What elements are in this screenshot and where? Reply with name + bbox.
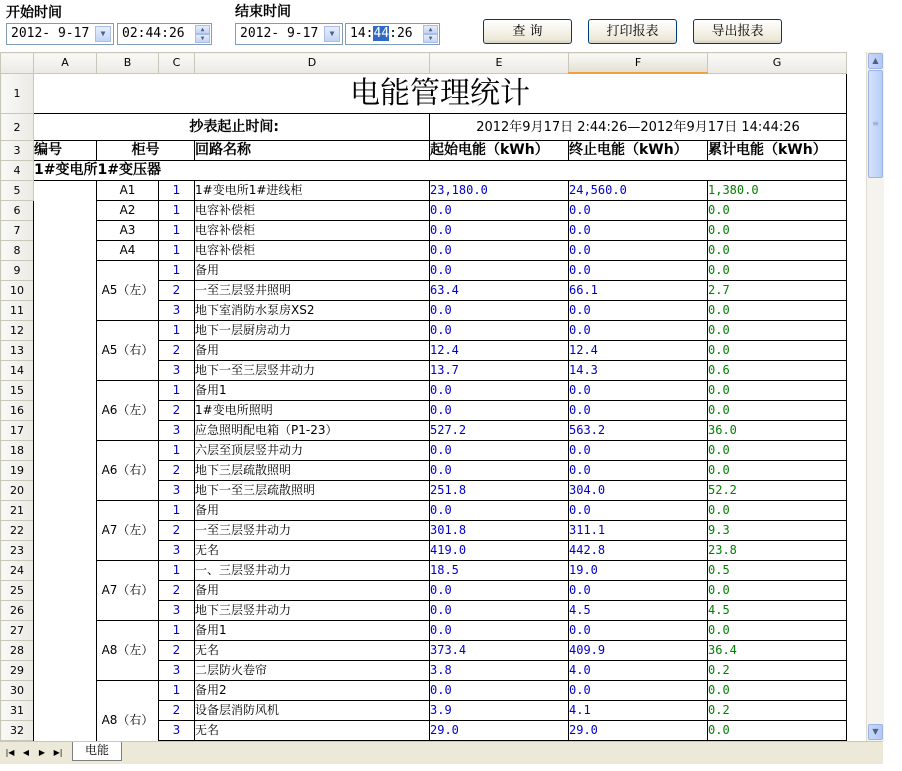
end-energy-cell[interactable]: 0.0 [569, 501, 708, 521]
circuit-name-cell[interactable]: 电容补偿柜 [195, 201, 430, 221]
start-energy-cell[interactable]: 0.0 [430, 301, 569, 321]
first-sheet-icon[interactable]: |◀ [5, 748, 15, 757]
table-row [1, 621, 847, 641]
row-header[interactable]: 15 [1, 381, 34, 401]
start-energy-cell[interactable]: 419.0 [430, 541, 569, 561]
row-header[interactable]: 20 [1, 481, 34, 501]
toolbar [0, 0, 902, 50]
cabinet-cell[interactable]: A6（左） [97, 381, 159, 441]
end-date-value: 2012- 9-17 [240, 26, 319, 41]
end-energy-cell[interactable]: 4.1 [569, 701, 708, 721]
start-energy-cell[interactable]: 0.0 [430, 201, 569, 221]
total-energy-cell[interactable]: 0.0 [708, 301, 847, 321]
total-energy-cell[interactable]: 0.2 [708, 661, 847, 681]
circuit-name-cell[interactable]: 地下室消防水泵房XS2 [195, 301, 430, 321]
circuit-name-cell[interactable]: 电容补偿柜 [195, 241, 430, 261]
total-energy-cell[interactable]: 0.0 [708, 501, 847, 521]
start-energy-cell[interactable]: 301.8 [430, 521, 569, 541]
total-energy-cell[interactable]: 36.4 [708, 641, 847, 661]
row-header[interactable]: 28 [1, 641, 34, 661]
start-energy-cell[interactable]: 0.0 [430, 601, 569, 621]
total-energy-cell[interactable]: 0.0 [708, 721, 847, 741]
end-energy-cell[interactable]: 409.9 [569, 641, 708, 661]
start-energy-cell[interactable]: 0.0 [430, 441, 569, 461]
start-date-picker[interactable] [6, 23, 114, 45]
end-time-minute-selected[interactable]: 44 [373, 26, 390, 41]
total-energy-cell[interactable]: 4.5 [708, 601, 847, 621]
end-energy-cell[interactable]: 0.0 [569, 381, 708, 401]
end-energy-cell[interactable]: 4.5 [569, 601, 708, 621]
end-time-hour: 14: [350, 26, 374, 41]
total-energy-cell[interactable]: 0.0 [708, 221, 847, 241]
circuit-name-cell[interactable]: 备用 [195, 261, 430, 281]
circuit-index-cell[interactable]: 1 [159, 501, 195, 521]
table-row [1, 561, 847, 581]
spreadsheet[interactable] [0, 52, 866, 741]
circuit-name-cell[interactable]: 设备层消防风机 [195, 701, 430, 721]
table-row [1, 501, 847, 521]
total-energy-cell[interactable]: 9.3 [708, 521, 847, 541]
end-energy-cell[interactable]: 0.0 [569, 581, 708, 601]
end-energy-cell[interactable]: 0.0 [569, 261, 708, 281]
prev-sheet-icon[interactable]: ◀ [22, 748, 30, 757]
print-report-button[interactable]: 打印报表 [588, 19, 677, 44]
circuit-index-cell[interactable]: 2 [159, 581, 195, 601]
start-energy-cell[interactable]: 0.0 [430, 581, 569, 601]
end-energy-cell[interactable]: 0.0 [569, 321, 708, 341]
row-header[interactable]: 18 [1, 441, 34, 461]
start-energy-cell[interactable]: 3.9 [430, 701, 569, 721]
row-header[interactable]: 29 [1, 661, 34, 681]
end-energy-cell[interactable]: 0.0 [569, 241, 708, 261]
column-header[interactable]: G [708, 53, 847, 74]
total-energy-cell[interactable]: 0.0 [708, 621, 847, 641]
start-energy-cell[interactable]: 0.0 [430, 461, 569, 481]
end-energy-cell[interactable]: 19.0 [569, 561, 708, 581]
circuit-index-cell[interactable]: 1 [159, 441, 195, 461]
circuit-index-cell[interactable]: 3 [159, 361, 195, 381]
start-energy-cell[interactable]: 0.0 [430, 321, 569, 341]
circuit-name-cell[interactable]: 地下一至三层竖井动力 [195, 361, 430, 381]
total-energy-cell[interactable]: 0.0 [708, 581, 847, 601]
column-header-active[interactable]: F [569, 53, 708, 74]
total-energy-cell[interactable]: 23.8 [708, 541, 847, 561]
circuit-name-cell[interactable]: 一至三层竖井动力 [195, 521, 430, 541]
circuit-index-cell[interactable]: 1 [159, 561, 195, 581]
circuit-name-cell[interactable]: 六层至顶层竖井动力 [195, 441, 430, 461]
scroll-thumb[interactable]: ≡ [868, 70, 883, 178]
total-energy-cell[interactable]: 0.0 [708, 321, 847, 341]
header-circuit-name: 回路名称 [195, 141, 430, 161]
start-energy-cell[interactable]: 373.4 [430, 641, 569, 661]
start-time-stepper[interactable] [117, 23, 212, 45]
vertical-scrollbar[interactable] [866, 52, 884, 741]
row-header[interactable]: 25 [1, 581, 34, 601]
end-energy-cell[interactable]: 29.0 [569, 721, 708, 741]
end-time-label: 结束时间 [235, 4, 291, 20]
table-row [1, 181, 847, 201]
circuit-index-cell[interactable]: 1 [159, 261, 195, 281]
header-cabinet: 柜号 [97, 141, 195, 161]
circuit-name-cell[interactable]: 地下三层疏散照明 [195, 461, 430, 481]
start-energy-cell[interactable]: 0.0 [430, 241, 569, 261]
spin-buttons[interactable] [423, 25, 438, 43]
row-header[interactable]: 13 [1, 341, 34, 361]
end-energy-cell[interactable]: 0.0 [569, 461, 708, 481]
circuit-index-cell[interactable]: 2 [159, 641, 195, 661]
column-header[interactable]: E [430, 53, 569, 74]
circuit-name-cell[interactable]: 备用 [195, 581, 430, 601]
table-row [1, 381, 847, 401]
end-energy-cell[interactable]: 0.0 [569, 681, 708, 701]
circuit-index-cell[interactable]: 3 [159, 541, 195, 561]
total-energy-cell[interactable]: 1,380.0 [708, 181, 847, 201]
end-energy-cell[interactable]: 0.0 [569, 621, 708, 641]
start-energy-cell[interactable]: 0.0 [430, 401, 569, 421]
column-header[interactable]: D [195, 53, 430, 74]
table-row [1, 241, 847, 261]
header-total-energy: 累计电能（kWh） [708, 141, 847, 161]
circuit-index-cell[interactable]: 2 [159, 461, 195, 481]
start-energy-cell[interactable]: 251.8 [430, 481, 569, 501]
start-energy-cell[interactable]: 0.0 [430, 221, 569, 241]
end-energy-cell[interactable]: 304.0 [569, 481, 708, 501]
row-header[interactable]: 32 [1, 721, 34, 741]
row-header[interactable]: 14 [1, 361, 34, 381]
row-header[interactable]: 10 [1, 281, 34, 301]
total-energy-cell[interactable]: 2.7 [708, 281, 847, 301]
cabinet-cell[interactable]: A6（右） [97, 441, 159, 501]
row-header[interactable]: 1 [1, 73, 34, 114]
row-header[interactable]: 21 [1, 501, 34, 521]
circuit-index-cell[interactable]: 1 [159, 681, 195, 701]
data-rows [1, 181, 847, 742]
row-header[interactable]: 6 [1, 201, 34, 221]
header-end-energy: 终止电能（kWh） [569, 141, 708, 161]
start-energy-cell[interactable]: 0.0 [430, 681, 569, 701]
cabinet-cell[interactable]: A8（右） [97, 681, 159, 742]
end-energy-cell[interactable]: 563.2 [569, 421, 708, 441]
start-energy-cell[interactable]: 0.0 [430, 261, 569, 281]
end-date-picker[interactable] [235, 23, 343, 45]
cabinet-cell[interactable]: A7（右） [97, 561, 159, 621]
sheet-tab-bar [0, 741, 883, 764]
start-date-value: 2012- 9-17 [11, 26, 90, 41]
circuit-index-cell[interactable]: 3 [159, 601, 195, 621]
total-energy-cell[interactable]: 0.5 [708, 561, 847, 581]
end-energy-cell[interactable]: 14.3 [569, 361, 708, 381]
start-time-value: 02:44:26 [122, 26, 185, 41]
total-energy-cell[interactable]: 0.0 [708, 241, 847, 261]
circuit-index-cell[interactable]: 1 [159, 241, 195, 261]
period-value: 2012年9月17日 2:44:26—2012年9月17日 14:44:26 [430, 114, 847, 141]
circuit-name-cell[interactable]: 地下三层竖井动力 [195, 601, 430, 621]
column-header[interactable]: B [97, 53, 159, 74]
circuit-index-cell[interactable]: 3 [159, 721, 195, 741]
circuit-name-cell[interactable]: 电容补偿柜 [195, 221, 430, 241]
section-title: 1#变电所1#变压器 [34, 161, 847, 181]
row-header[interactable]: 16 [1, 401, 34, 421]
number-cell-merged[interactable] [34, 181, 97, 742]
end-energy-cell[interactable]: 0.0 [569, 221, 708, 241]
cabinet-cell[interactable]: A5（右） [97, 321, 159, 381]
table-row [1, 321, 847, 341]
circuit-index-cell[interactable]: 2 [159, 701, 195, 721]
circuit-index-cell[interactable]: 3 [159, 481, 195, 501]
row-header[interactable]: 4 [1, 161, 34, 181]
circuit-index-cell[interactable]: 3 [159, 301, 195, 321]
header-start-energy: 起始电能（kWh） [430, 141, 569, 161]
table-row [1, 221, 847, 241]
row-header[interactable]: 19 [1, 461, 34, 481]
circuit-name-cell[interactable]: 地下一层厨房动力 [195, 321, 430, 341]
end-time-stepper[interactable] [345, 23, 440, 45]
period-label: 抄表起止时间: [34, 114, 430, 141]
spin-up-icon[interactable]: ▲ [423, 25, 438, 34]
column-header[interactable]: A [34, 53, 97, 74]
next-sheet-icon[interactable]: ▶ [38, 748, 46, 757]
end-energy-cell[interactable]: 0.0 [569, 401, 708, 421]
start-energy-cell[interactable]: 12.4 [430, 341, 569, 361]
circuit-name-cell[interactable]: 应急照明配电箱（P1-23） [195, 421, 430, 441]
circuit-name-cell[interactable]: 一、三层竖井动力 [195, 561, 430, 581]
row-header[interactable]: 31 [1, 701, 34, 721]
start-energy-cell[interactable]: 0.0 [430, 501, 569, 521]
cabinet-cell[interactable]: A8（左） [97, 621, 159, 681]
total-energy-cell[interactable]: 36.0 [708, 421, 847, 441]
cabinet-cell[interactable]: A2 [97, 201, 159, 221]
circuit-name-cell[interactable]: 1#变电所1#进线柜 [195, 181, 430, 201]
row-header[interactable]: 22 [1, 521, 34, 541]
start-energy-cell[interactable]: 527.2 [430, 421, 569, 441]
scroll-down-icon[interactable]: ▼ [868, 724, 883, 740]
column-header[interactable]: C [159, 53, 195, 74]
circuit-name-cell[interactable]: 二层防火卷帘 [195, 661, 430, 681]
circuit-name-cell[interactable]: 无名 [195, 641, 430, 661]
circuit-index-cell[interactable]: 1 [159, 381, 195, 401]
cabinet-cell[interactable]: A1 [97, 181, 159, 201]
total-energy-cell[interactable]: 0.0 [708, 381, 847, 401]
circuit-index-cell[interactable]: 1 [159, 181, 195, 201]
circuit-name-cell[interactable]: 备用1 [195, 621, 430, 641]
circuit-name-cell[interactable]: 一至三层竖井照明 [195, 281, 430, 301]
export-report-button[interactable]: 导出报表 [693, 19, 782, 44]
circuit-index-cell[interactable]: 1 [159, 221, 195, 241]
end-energy-cell[interactable]: 24,560.0 [569, 181, 708, 201]
spin-up-icon[interactable]: ▲ [195, 25, 210, 34]
end-energy-cell[interactable]: 0.0 [569, 301, 708, 321]
circuit-index-cell[interactable]: 2 [159, 401, 195, 421]
report-table [0, 52, 847, 741]
total-energy-cell[interactable]: 0.0 [708, 261, 847, 281]
query-button[interactable]: 查 询 [483, 19, 572, 44]
start-energy-cell[interactable]: 29.0 [430, 721, 569, 741]
table-row [1, 261, 847, 281]
circuit-index-cell[interactable]: 1 [159, 321, 195, 341]
circuit-name-cell[interactable]: 无名 [195, 721, 430, 741]
circuit-index-cell[interactable]: 2 [159, 281, 195, 301]
circuit-name-cell[interactable]: 备用2 [195, 681, 430, 701]
circuit-name-cell[interactable]: 1#变电所照明 [195, 401, 430, 421]
end-energy-cell[interactable]: 311.1 [569, 521, 708, 541]
cabinet-cell[interactable]: A5（左） [97, 261, 159, 321]
total-energy-cell[interactable]: 0.0 [708, 341, 847, 361]
circuit-index-cell[interactable]: 2 [159, 521, 195, 541]
total-energy-cell[interactable]: 0.0 [708, 401, 847, 421]
circuit-name-cell[interactable]: 备用 [195, 341, 430, 361]
cabinet-cell[interactable]: A7（左） [97, 501, 159, 561]
end-time-second: :26 [389, 26, 413, 41]
end-energy-cell[interactable]: 0.0 [569, 201, 708, 221]
total-energy-cell[interactable]: 0.0 [708, 681, 847, 701]
start-energy-cell[interactable]: 23,180.0 [430, 181, 569, 201]
cabinet-cell[interactable]: A3 [97, 221, 159, 241]
row-header[interactable]: 7 [1, 221, 34, 241]
chevron-down-icon[interactable]: ▼ [95, 26, 111, 42]
sheet-tab-active[interactable]: 电能 [72, 742, 122, 761]
row-header[interactable]: 17 [1, 421, 34, 441]
start-energy-cell[interactable]: 0.0 [430, 381, 569, 401]
end-energy-cell[interactable]: 0.0 [569, 441, 708, 461]
total-energy-cell[interactable]: 0.2 [708, 701, 847, 721]
row-header[interactable]: 30 [1, 681, 34, 701]
start-energy-cell[interactable]: 3.8 [430, 661, 569, 681]
total-energy-cell[interactable]: 0.6 [708, 361, 847, 381]
row-header[interactable]: 2 [1, 114, 34, 141]
start-energy-cell[interactable]: 13.7 [430, 361, 569, 381]
row-header[interactable]: 12 [1, 321, 34, 341]
total-energy-cell[interactable]: 0.0 [708, 441, 847, 461]
start-energy-cell[interactable]: 0.0 [430, 621, 569, 641]
row-header[interactable]: 23 [1, 541, 34, 561]
spin-down-icon[interactable]: ▼ [195, 34, 210, 43]
row-header[interactable]: 3 [1, 141, 34, 161]
total-energy-cell[interactable]: 0.0 [708, 461, 847, 481]
end-energy-cell[interactable]: 12.4 [569, 341, 708, 361]
end-energy-cell[interactable]: 442.8 [569, 541, 708, 561]
page-title: 电能管理统计 [34, 73, 847, 114]
column-header-row [1, 53, 847, 74]
start-energy-cell[interactable]: 63.4 [430, 281, 569, 301]
row-header[interactable]: 8 [1, 241, 34, 261]
circuit-name-cell[interactable]: 备用1 [195, 381, 430, 401]
end-energy-cell[interactable]: 4.0 [569, 661, 708, 681]
total-energy-cell[interactable]: 52.2 [708, 481, 847, 501]
circuit-index-cell[interactable]: 1 [159, 621, 195, 641]
spin-buttons[interactable] [195, 25, 210, 43]
circuit-name-cell[interactable]: 地下一至三层疏散照明 [195, 481, 430, 501]
circuit-index-cell[interactable]: 1 [159, 201, 195, 221]
spin-down-icon[interactable]: ▼ [423, 34, 438, 43]
row-header[interactable]: 26 [1, 601, 34, 621]
row-header[interactable]: 24 [1, 561, 34, 581]
cabinet-cell[interactable]: A4 [97, 241, 159, 261]
last-sheet-icon[interactable]: ▶| [53, 748, 63, 757]
select-all-corner[interactable] [1, 53, 34, 74]
chevron-down-icon[interactable]: ▼ [324, 26, 340, 42]
row-header[interactable]: 27 [1, 621, 34, 641]
start-energy-cell[interactable]: 18.5 [430, 561, 569, 581]
circuit-name-cell[interactable]: 备用 [195, 501, 430, 521]
circuit-index-cell[interactable]: 3 [159, 421, 195, 441]
table-row [1, 681, 847, 701]
circuit-index-cell[interactable]: 2 [159, 341, 195, 361]
end-energy-cell[interactable]: 66.1 [569, 281, 708, 301]
table-row [1, 201, 847, 221]
table-row [1, 441, 847, 461]
header-no: 编号 [34, 141, 97, 161]
circuit-index-cell[interactable]: 3 [159, 661, 195, 681]
row-header[interactable]: 11 [1, 301, 34, 321]
circuit-name-cell[interactable]: 无名 [195, 541, 430, 561]
start-time-label: 开始时间 [6, 5, 62, 21]
row-header[interactable]: 5 [1, 181, 34, 201]
row-header[interactable]: 9 [1, 261, 34, 281]
scroll-up-icon[interactable]: ▲ [868, 53, 883, 69]
total-energy-cell[interactable]: 0.0 [708, 201, 847, 221]
